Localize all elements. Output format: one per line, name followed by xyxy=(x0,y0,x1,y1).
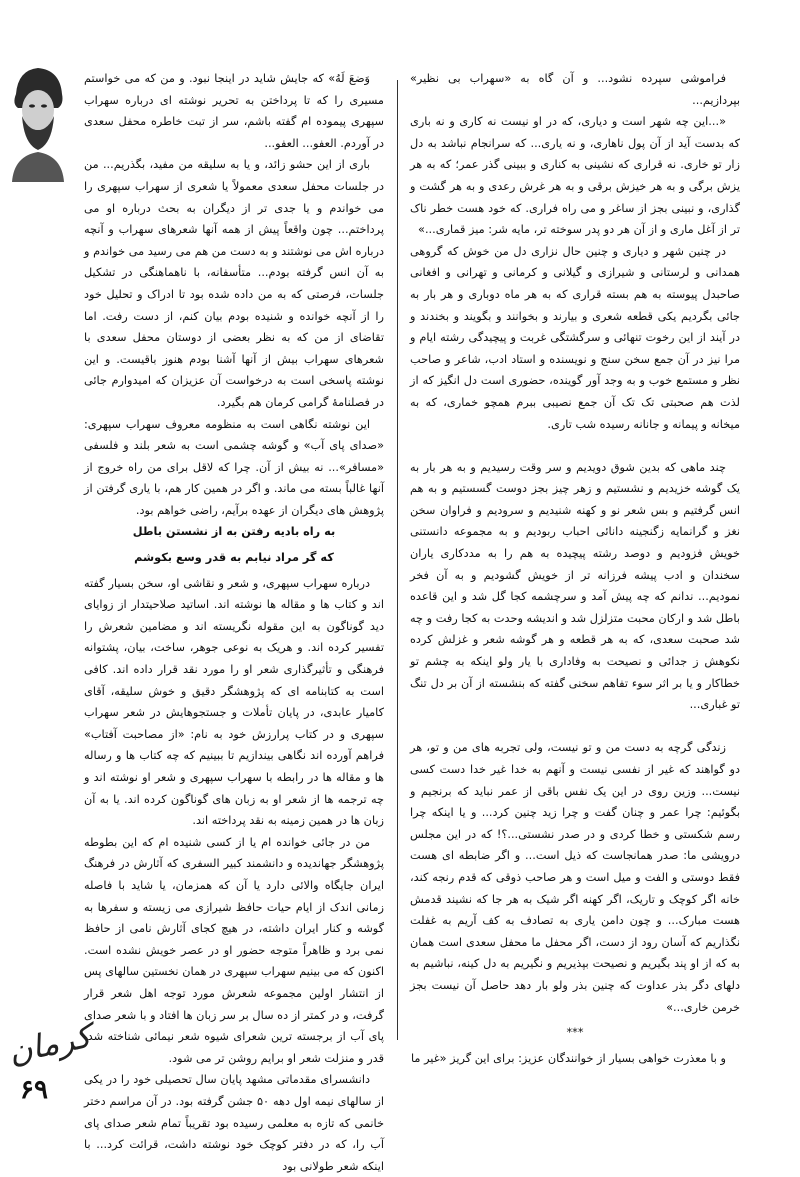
column-divider xyxy=(397,80,398,1040)
paragraph: باری از این حشو زائد، و یا به سلیقه من مفید، بگذریم... من در جلسات محفل سعدی معمولاً یا شعری از سهراب سپهری را می خواندم و یا جدی تر از دیگران به بحث درباره او می پرداختم... چون واقعاً پیش از همه آنها شعرهای سهراب و آنچه درباره اش می نوشتند و به دست من هم می رسید می خواندم و به آن انس گرفته بودم... متأسفانه، با ناهماهنگی در تشکیل جلسات، فرصتی که به من داده شده بود تا ادراک و تحلیل خود را از آنچه خوانده و شنیده بودم بیان کنم، از دست رفت. اما تقاضای از من که به نظر بعضی از دوستان محفل سعدی با شعرهای سهراب بیش از آنها آشنا بودم هنوز باقیست. و این نوشته پاسخی است به درخواست آن عزیزان که امیدوارم جائی در فصلنامهٔ گرامی کرمان هم بگیرد. xyxy=(84,158,384,409)
paragraph: این نوشته نگاهی است به منظومه معروف سهراب سپهری: «صدای پای آب» و گوشه چشمی است به شعر بلند و فلسفی «مسافر»... نه بیش از آن. چرا که لاقل برای من راه خروج از آنها غالباً بسته می ماند. و اگر در همین کار هم، با یاری گرفتن از پژوهش های دیگران از عهده برآیم، راضی خواهم بود. xyxy=(84,417,384,517)
paragraph: وَضعَ لَهُ» که جایش شاید در اینجا نبود. و من که می خواستم مسیری را که تا پرداختن به تحریر نوشته ای درباره سهراب سپهری پیموده ام گفته باشم، سر از تبت خاطره محفل سعدی در آوردم. العفو... العفو... xyxy=(84,72,384,150)
poem-block xyxy=(84,521,384,568)
paragraph: دانشسرای مقدماتی مشهد پایان سال تحصیلی خود را در یکی از سالهای نیمه اول دهه ۵۰ جشن گرفته بود. در آن مراسم دختر خانمی که تازه به معلمی رسیده بود تقریباً تمام شعر صدای پای آب را، که در دفتر کوچک خود نوشته داشت، قرائت کرد... با اینکه شعر طولانی بود xyxy=(84,1073,384,1173)
page-number: ۶۹ xyxy=(20,1075,48,1105)
paragraph: فراموشی سپرده نشود... و آن گاه به «سهراب بی نظیر» بپردازیم... xyxy=(410,72,740,107)
magazine-logo: کرمان xyxy=(4,1016,95,1072)
paragraph: و با معذرت خواهی بسیار از خوانندگان عزیز: برای این گریز «غیر ما xyxy=(410,1051,726,1065)
paragraph-gap xyxy=(410,435,740,457)
poem-line: که گر مراد نیابم به قدر وسع بکوشم xyxy=(134,551,334,565)
left-column xyxy=(84,68,384,1173)
paragraph: زندگی گرچه به دست من و تو نیست، ولی تجربه های من و تو، هر دو گواهند که غیر از نفسی نیست و آنهم به خدا غیر خدا دست کسی نیست... وزین روی در این یک نفس باقی از عمر نباید که برنجیم و بگوئیم: چرا عمر و چنان گفت و چرا زید چنین کرد... و یا اینکه چرا رسم شکستی و خطا کردی و در صدر نشستی...؟! که در این مجلس درویشی ما: صدر همانجاست که ذیل است... و اگر ضابطه ای هست فقط دوستی و الفت و میل است و هر صاحب ذوقی که قدم رنجه کند، خانه اگر کوچک و تاریک، اگر کهنه اگر شیک به هر جا که نشیند قدمش هست مبارک... و چون دامن یاری به تصادف به کف آریم به غفلت نگذاریم که آسان رود از دست، اگر محفل ما محفل سعدی است همان به که از او پند بگیریم و نصیحت بپذیریم و نگیریم به دل کینه، نباشیم به دلهای دگر بذر عداوت که چنین بذر ولو بار دهد حاصل آن نیست بجز خرمن خاری...» xyxy=(410,741,740,1014)
paragraph: من در جائی خوانده ام یا از کسی شنیده ام که این بطوطه پژوهشگر جهاندیده و دانشمند کبیر السفری که آثارش در فرهنگ ایران جایگاه والائی دارد یا آن که همزمان، یا شاید با فاصله زمانی اندک از ایام حیات حافظ شیرازی می زیسته و سفرها به گوشه و کنار ایران داشته، در هیچ کجای آثارش نامی از حافظ نمی برد و ظاهراً متوجه حضور او در عصر خویش نشده است. اکنون که می بینیم سهراب سپهری در همان نخستین سالهای پس از انتشار اولین مجموعه شعرش مورد توجه اهل شعر قرار گرفت، و در کمتر از ده سال بر سر زبان ها افتاد و با شعر صدای پای آب از برجسته ترین شعرای شیوه شعر نیمائی شناخته شد، قدر و منزلت شعر او برایم روشن تر می شود. xyxy=(84,835,384,1065)
author-portrait xyxy=(8,64,68,182)
right-column xyxy=(410,68,740,1065)
poem-line: به راه بادیه رفتن به از نشستن باطل xyxy=(132,525,336,539)
section-separator: *** xyxy=(566,1026,584,1040)
paragraph: چند ماهی که بدین شوق دویدیم و سر وقت رسیدیم و به هر بار به یک گوشه خزیدیم و نشستیم و زهر چیز بجز دوست گسستیم و به هم انس گرفتیم و بس شعر نو و کهنه شنیدیم و سرودیم و فراوان سخن نغز و گرانمایه زگنجینه دانائی احباب ربودیم و به مجموعه دانستنی خویش فزودیم و دوصد رشته پیچیده به هم را به مددکاری یاران سخندان و ادب پیشه فرزانه تر از خویش گشودیم و به آن فخر نمودیم... ندانم که چه پیش آمد و سرچشمه کجا گل شد و این قاعده باطل شد و ارکان محبت متزلزل شد و اندیشه وحدت به کجا رفت و چه شد صحبت سعدی، که به هر قطعه و هر گوشه شعر و غزلش کرده نکوهش ز جدائی و نصیحت به وفاداری با یار ولو اینکه به چشم تو خطاکار و یا بر اثر سوء تفاهم سخنی گفته که بنشسته از آن بر دل تنگ تو غباری... xyxy=(410,460,740,712)
paragraph: در چنین شهر و دیاری و چنین حال نزاری دل من خوش که گروهی همدانی و لرستانی و شیرازی و گیلانی و کرمانی و تهرانی و افغانی صاحبدل پیوسته به هم بسته قراری که به هر ماه دوباری و هر بار به جائی بگردیم یکی قطعه شعری و بیارند و بخوانند و بگویند و بخندند و در آیند از این رخوت تنهائی و سرگشتگی غربت و پیچیدگی رشته ایام و مرا نیز در آن جمع سخن سنج و نویسنده و استاد ادب، شاعر و صاحب نظر و مستمع خوب و به وجد آور گوینده، حضوری است دل انگیز که از لذت هم صحبتی تک تک آن جمع نصیبی ببرم همچو خماری، که به میخانه و پیمانه و جانانه رسیده شب تاری. xyxy=(410,244,740,431)
paragraph: «...این چه شهر است و دیاری، که در او نیست نه کاری و نه باری که بدست آید از آن پول ناهاری، و نه یاری... که سرانجام نباشد به دل زار تو خاری. نه قراری که نشینی به کناری و ببینی گذر عمر؛ که به هر یزش برگی و به هر خیزش برقی و به هر غرش رعدی و به هر گشت و گذاری، و نبینی بجز از ساغر و می راه فراری. که خود هست خطر ناک تر از آغل ماری و از آن هر دو پدر سوخته تر، مایه شر: میز قماری...» xyxy=(410,115,740,237)
paragraph-gap xyxy=(410,716,740,738)
paragraph: درباره سهراب سپهری، و شعر و نقاشی او، سخن بسیار گفته اند و کتاب ها و مقاله ها نوشته اند. اساتید صلاحیتدار از زوایای دید گوناگون به این مقوله نگریسته اند و مضامین شعرش را تفسیر کرده اند. و هریک به نوعی جوهر، ساخت، بیان، پشتوانه فرهنگی و تأثیرگذاری شعر او را مورد نقد قرار داده اند. کافی است به کتابنامه ای که پژوهشگر دقیق و خوش سلیقه، آقای کامیار عابدی، در پایان تأملات و جستجوهایش در شعر سهراب سپهری و در کتاب پرارزش خود به نام: «از مصاحبت آفتاب» فراهم آورده اند نگاهی بیندازیم تا ببینیم که چه کتاب ها و رساله ها و مقاله ها در رابطه با سهراب سپهری و شعر او نوشته اند و چه ترجمه ها از شعر او به زبان های گوناگون کرده اند. یا به آن زبان ها در همین زمینه به نقد پرداخته اند. xyxy=(84,576,384,828)
